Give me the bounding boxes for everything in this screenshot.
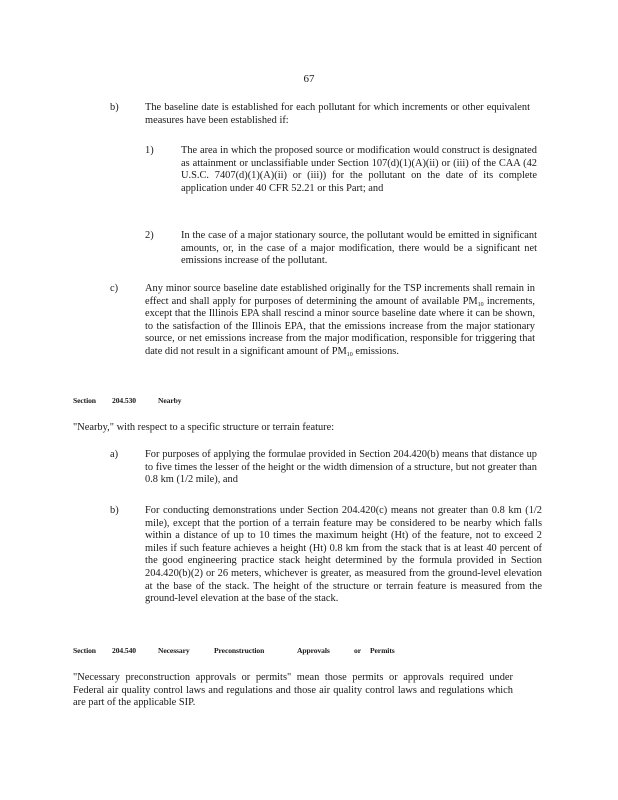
definition-intro-nearby: "Nearby," with respect to a specific structure or terrain feature:: [73, 422, 335, 433]
paragraph-c-text-part-1: Any minor source baseline date established originally for the TSP increments shall remain in effect and shall apply for purposes of determining the amount of available PM: [145, 283, 535, 307]
paragraph-c-text-part-3: emissions.: [352, 345, 399, 357]
item-label-b: b): [110, 505, 119, 516]
section-heading-204-530: [0, 396, 618, 406]
section-title: Nearby: [158, 396, 182, 405]
pm10-subscript: 10: [477, 301, 484, 308]
section-word: Section: [73, 396, 96, 405]
item-label-b1: 1): [145, 145, 154, 156]
paragraph-c-minor-source-baseline: [145, 283, 535, 359]
paragraph-b-demonstrations: For conducting demonstrations under Section 204.420(c) means not greater than 0.8 km (1/2 mile), except that the portion of a terrain feature may be considered to be nearby which falls within a distance of up to 10 times the maximum height (Ht) of the feature, not to exceed 2 miles if such feature achieves a height (Ht) 0.8 km from the stack that is at least 40 percent of the good engineering practice stack height determined by the formula provided in Section 204.420(b)(2) or 26 meters, whichever is greater, as measured from the ground-level elevation at the base of the stack. The height of the structure or terrain feature is measured from the ground-level elevation at the base of the stack.: [145, 505, 542, 605]
paragraph-b2-major-source: In the case of a major stationary source, the pollutant would be emitted in significant amounts, or, in the case of a major modification, there would be a significant net emissions increase of the pollutant.: [181, 230, 537, 267]
paragraph-c-text-part-2: increments, except that the Illinois EPA shall rescind a minor source baseline date where it can be shown, to the satisfaction of the Illinois EPA, that the emissions increase from the major stationary source, or net emissions increase from the major modification, responsible for triggering that date did not result in a significant amount of PM: [145, 295, 535, 357]
section-heading-204-540: [0, 646, 618, 656]
paragraph-b1-attainment-area: The area in which the proposed source or modification would construct is designated as attainment or unclassifiable under Section 107(d)(1)(A)(ii) or (iii) of the CAA (42 U.S.C. 7407(d)(1)(A)(ii) or (iii)) for the pollutant on the date of its complete application under 40 CFR 52.21 or this Part; and: [181, 145, 537, 194]
section-title-word-1: Necessary: [158, 646, 190, 655]
section-title-word-5: Permits: [370, 646, 395, 655]
section-number: 204.540: [112, 646, 136, 655]
section-word: Section: [73, 646, 96, 655]
paragraph-b-baseline-date: The baseline date is established for each pollutant for which increments or other equivalent measures have been established if:: [145, 102, 530, 126]
page-number: 67: [303, 73, 315, 85]
section-title-word-4: or: [354, 646, 361, 655]
section-number: 204.530: [112, 396, 136, 405]
pm10-subscript: 10: [346, 351, 353, 358]
item-label-a: a): [110, 449, 119, 460]
item-label-b: b): [110, 102, 119, 113]
item-label-c: c): [110, 283, 119, 294]
item-label-b2: 2): [145, 230, 154, 241]
paragraph-a-formulae-distance: For purposes of applying the formulae provided in Section 204.420(b) means that distance up to five times the lesser of the height or the width dimension of a structure, but not greater than 0.8 km (1/2 mile), and: [145, 449, 537, 486]
section-title-word-3: Approvals: [297, 646, 330, 655]
section-title-word-2: Preconstruction: [214, 646, 265, 655]
definition-necessary-approvals: "Necessary preconstruction approvals or permits" mean those permits or approvals required under Federal air quality control laws and regulations and those air quality control laws and regulations which are part of the applicable SIP.: [73, 672, 513, 709]
